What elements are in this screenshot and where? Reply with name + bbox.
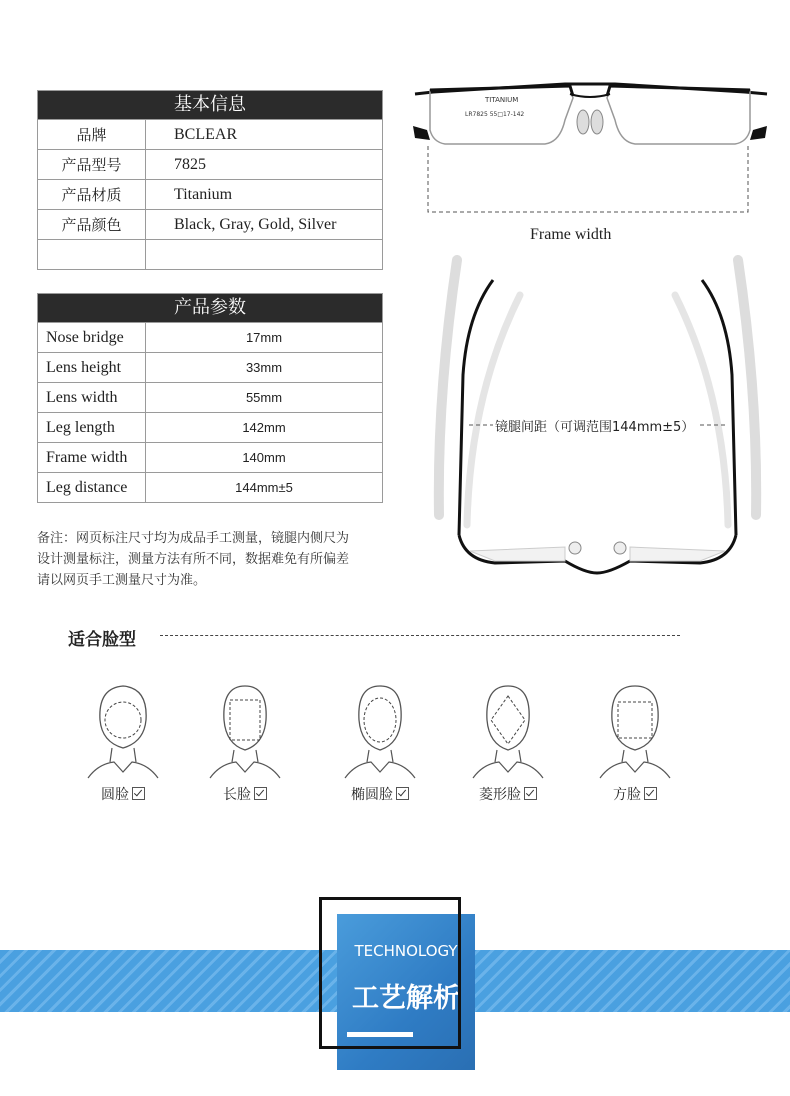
leg-distance-caption: 镜腿间距（可调范围144mm±5）: [495, 420, 695, 435]
basic-info-title: 基本信息: [38, 91, 382, 119]
param-label: Lens height: [38, 353, 146, 382]
params-table: [37, 293, 383, 503]
face-section-title: 适合脸型: [68, 630, 136, 650]
param-label: Nose bridge: [38, 323, 146, 352]
row-label: 产品颜色: [38, 210, 146, 239]
note-line: 设计测量标注，测量方法有所不同，数据难免有所偏差: [37, 552, 350, 567]
table-row: [38, 149, 382, 179]
param-label: Leg distance: [38, 473, 146, 502]
param-value: 144mm±5: [235, 480, 293, 495]
tech-frame: [319, 897, 461, 1049]
param-label: Lens width: [38, 383, 146, 412]
row-value: Titanium: [174, 185, 233, 203]
tech-cn-title: 工艺解析: [352, 983, 460, 1014]
face-label: 菱形脸: [479, 787, 521, 803]
note-line: 备注：网页标注尺寸均为成品手工测量，镜腿内侧尺为: [37, 531, 350, 546]
param-value: 140mm: [242, 450, 286, 465]
oval-face-icon: [335, 680, 425, 780]
param-label: Leg length: [38, 413, 146, 442]
param-value: 142mm: [242, 420, 286, 435]
param-value: 17mm: [245, 330, 283, 345]
table-row: [38, 322, 382, 352]
table-row: [38, 119, 382, 149]
checkbox-icon: [132, 787, 145, 800]
param-value: 55mm: [245, 390, 283, 405]
glasses-front-illustration: [405, 60, 775, 220]
frame-width-caption: Frame width: [530, 226, 612, 243]
checkbox-icon: [644, 787, 657, 800]
face-label: 圆脸: [101, 787, 129, 803]
table-row: [38, 472, 382, 502]
row-label: [38, 240, 146, 269]
face-label: 方脸: [613, 787, 641, 803]
params-title: 产品参数: [38, 294, 382, 322]
row-label: 产品材质: [38, 180, 146, 209]
face-square: [590, 680, 680, 804]
face-long: [200, 680, 290, 804]
face-label: 长脸: [223, 787, 251, 803]
checkbox-icon: [524, 787, 537, 800]
face-label: 椭圆脸: [351, 787, 393, 803]
row-value: BCLEAR: [174, 125, 238, 143]
temple-text: TITANIUM: [485, 96, 519, 104]
table-row: [38, 209, 382, 239]
measurement-note: [37, 528, 397, 591]
row-value: Black, Gray, Gold, Silver: [174, 215, 337, 233]
checkbox-icon: [396, 787, 409, 800]
face-round: [78, 680, 168, 804]
row-label: 品牌: [38, 120, 146, 149]
table-row: [38, 352, 382, 382]
row-value: 7825: [174, 155, 206, 173]
param-value: 33mm: [245, 360, 283, 375]
face-oval: [335, 680, 425, 804]
square-face-icon: [590, 680, 680, 780]
long-face-icon: [200, 680, 290, 780]
table-row: [38, 179, 382, 209]
table-row: [38, 442, 382, 472]
table-row: [38, 239, 382, 269]
round-face-icon: [78, 680, 168, 780]
temple-code: LR7825 55□17-142: [465, 111, 525, 118]
section-divider: [160, 635, 680, 636]
face-diamond: [463, 680, 553, 804]
checkbox-icon: [254, 787, 267, 800]
table-row: [38, 382, 382, 412]
param-label: Frame width: [38, 443, 146, 472]
tech-en-title: TECHNOLOGY: [354, 942, 458, 960]
basic-info-table: [37, 90, 383, 270]
row-label: 产品型号: [38, 150, 146, 179]
table-row: [38, 412, 382, 442]
note-line: 请以网页手工测量尺寸为准。: [37, 573, 207, 588]
diamond-face-icon: [463, 680, 553, 780]
